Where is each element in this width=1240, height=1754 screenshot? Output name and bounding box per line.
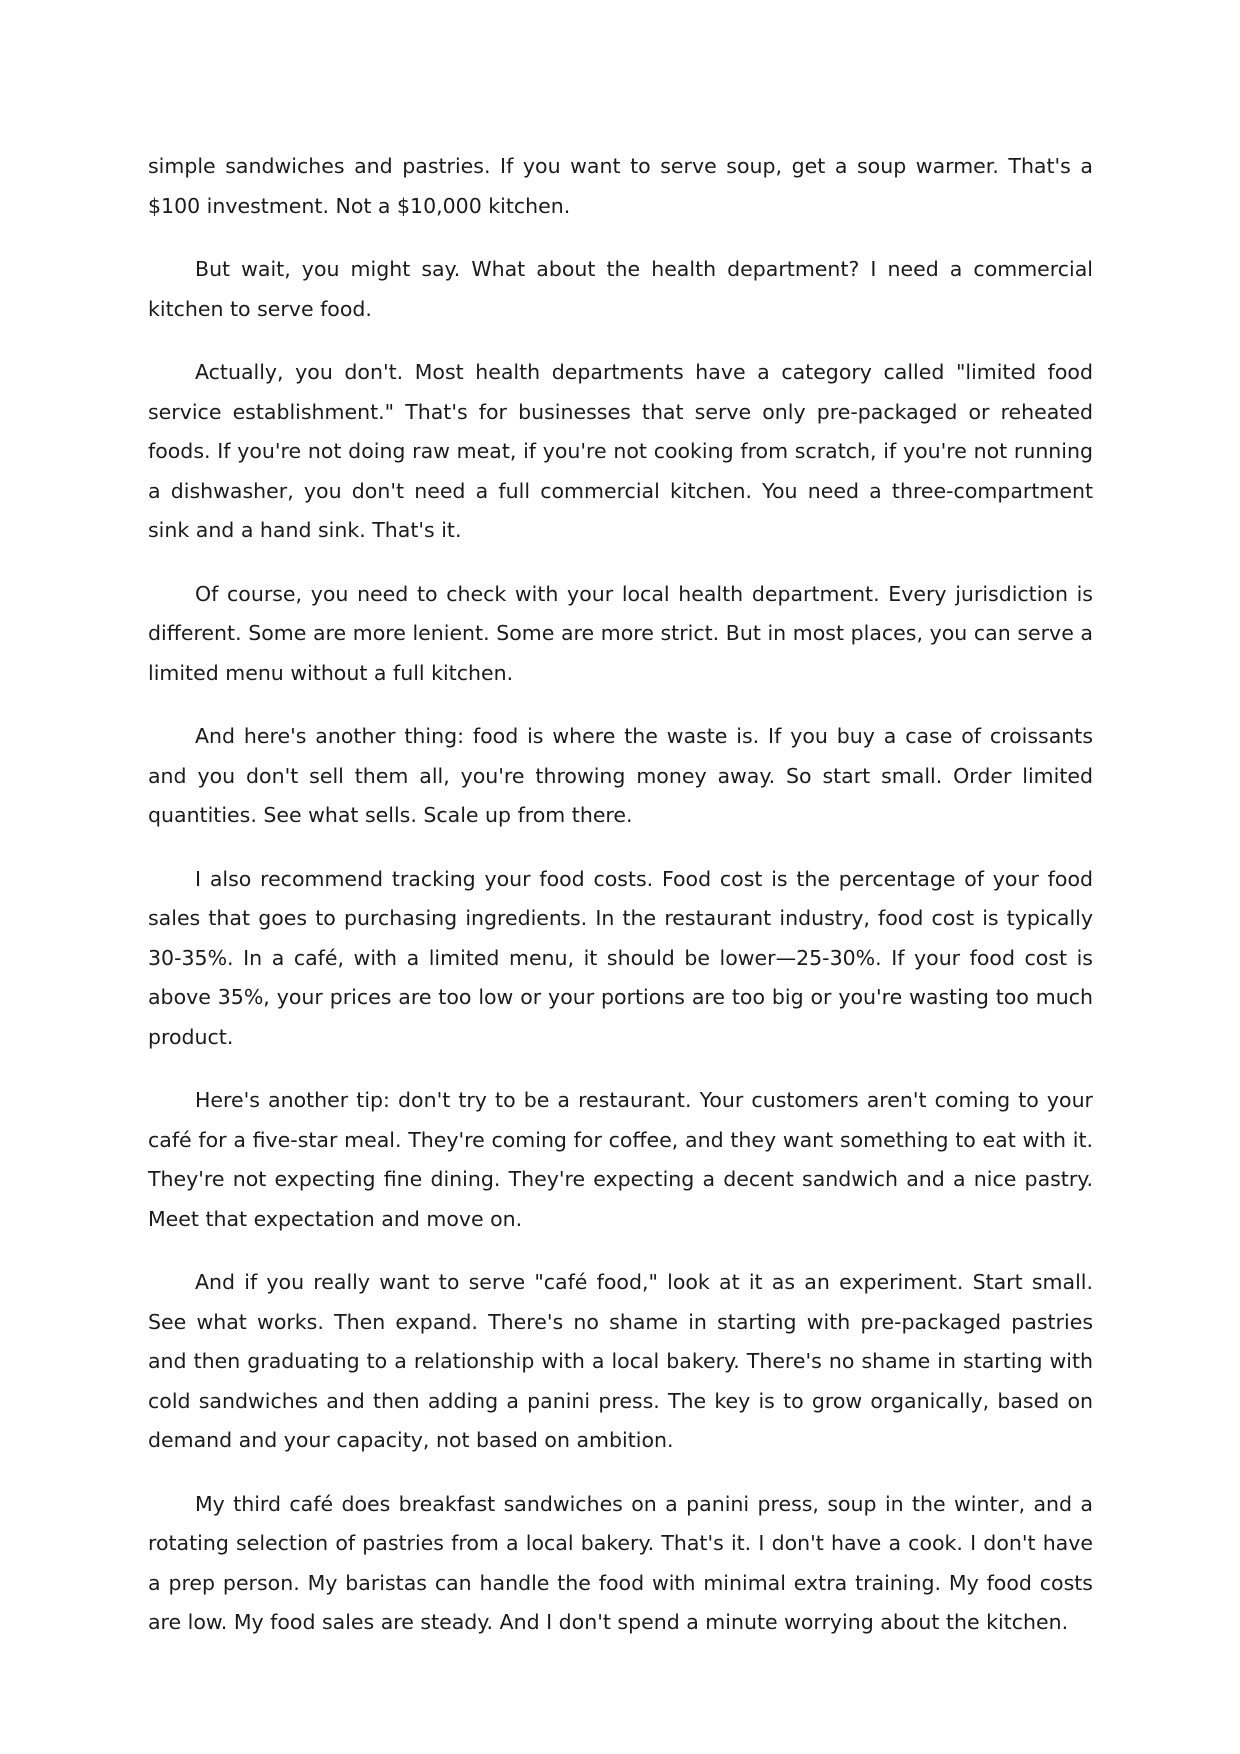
paragraph: I also recommend tracking your food costs. Food cost is the percentage of your food sales that goes to purchasing ingredients. In the restaurant industry, food cost is typically 30-35%. In a café, with a limited menu, it should be lower—25-30%. If your food cost is above 35%, your prices are too low or your portions are too big or you're wasting too much product. bbox=[148, 866, 1093, 1049]
paragraph: And here's another thing: food is where the waste is. If you buy a case of croissants and you don't sell them all, you're throwing money away. So start small. Order limited quantities. See what sells. Scale up from there. bbox=[148, 724, 1093, 827]
paragraph: Actually, you don't. Most health departments have a category called "limited food service establishment." That's for businesses that serve only pre-packaged or reheated foods. If you're not doing raw meat, if you're not cooking from scratch, if you're not running a dishwasher, you don't need a full commercial kitchen. You need a three-compartment sink and a hand sink. That's it. bbox=[148, 360, 1093, 542]
paragraph: Here's another tip: don't try to be a restaurant. Your customers aren't coming to your café for a five-star meal. They're coming for coffee, and they want something to eat with it. They're not expecting fine dining. They're expecting a decent sandwich and a nice pastry. Meet that expectation and move on. bbox=[148, 1088, 1093, 1231]
paragraph-continuation: simple sandwiches and pastries. If you want to serve soup, get a soup warmer. That's a $100 investment. Not a $10,000 kitchen. bbox=[148, 154, 1093, 218]
paragraph: But wait, you might say. What about the health department? I need a commercial kitchen to serve food. bbox=[148, 257, 1093, 321]
paragraph: And if you really want to serve "café food," look at it as an experiment. Start small. See what works. Then expand. There's no shame in starting with pre-packaged pastries and then graduating to a relationship with a local bakery. There's no shame in starting with cold sandwiches and then adding a panini press. The key is to grow organically, based on demand and your capacity, not based on ambition. bbox=[148, 1270, 1093, 1452]
document-body bbox=[148, 147, 1093, 1643]
paragraph: My third café does breakfast sandwiches on a panini press, soup in the winter, and a rotating selection of pastries from a local bakery. That's it. I don't have a cook. I don't have a prep person. My baristas can handle the food with minimal extra training. My food costs are low. My food sales are steady. And I don't spend a minute worrying about the kitchen. bbox=[148, 1491, 1093, 1634]
paragraph: Of course, you need to check with your local health department. Every jurisdiction is different. Some are more lenient. Some are more strict. But in most places, you can serve a limited menu without a full kitchen. bbox=[148, 581, 1093, 685]
